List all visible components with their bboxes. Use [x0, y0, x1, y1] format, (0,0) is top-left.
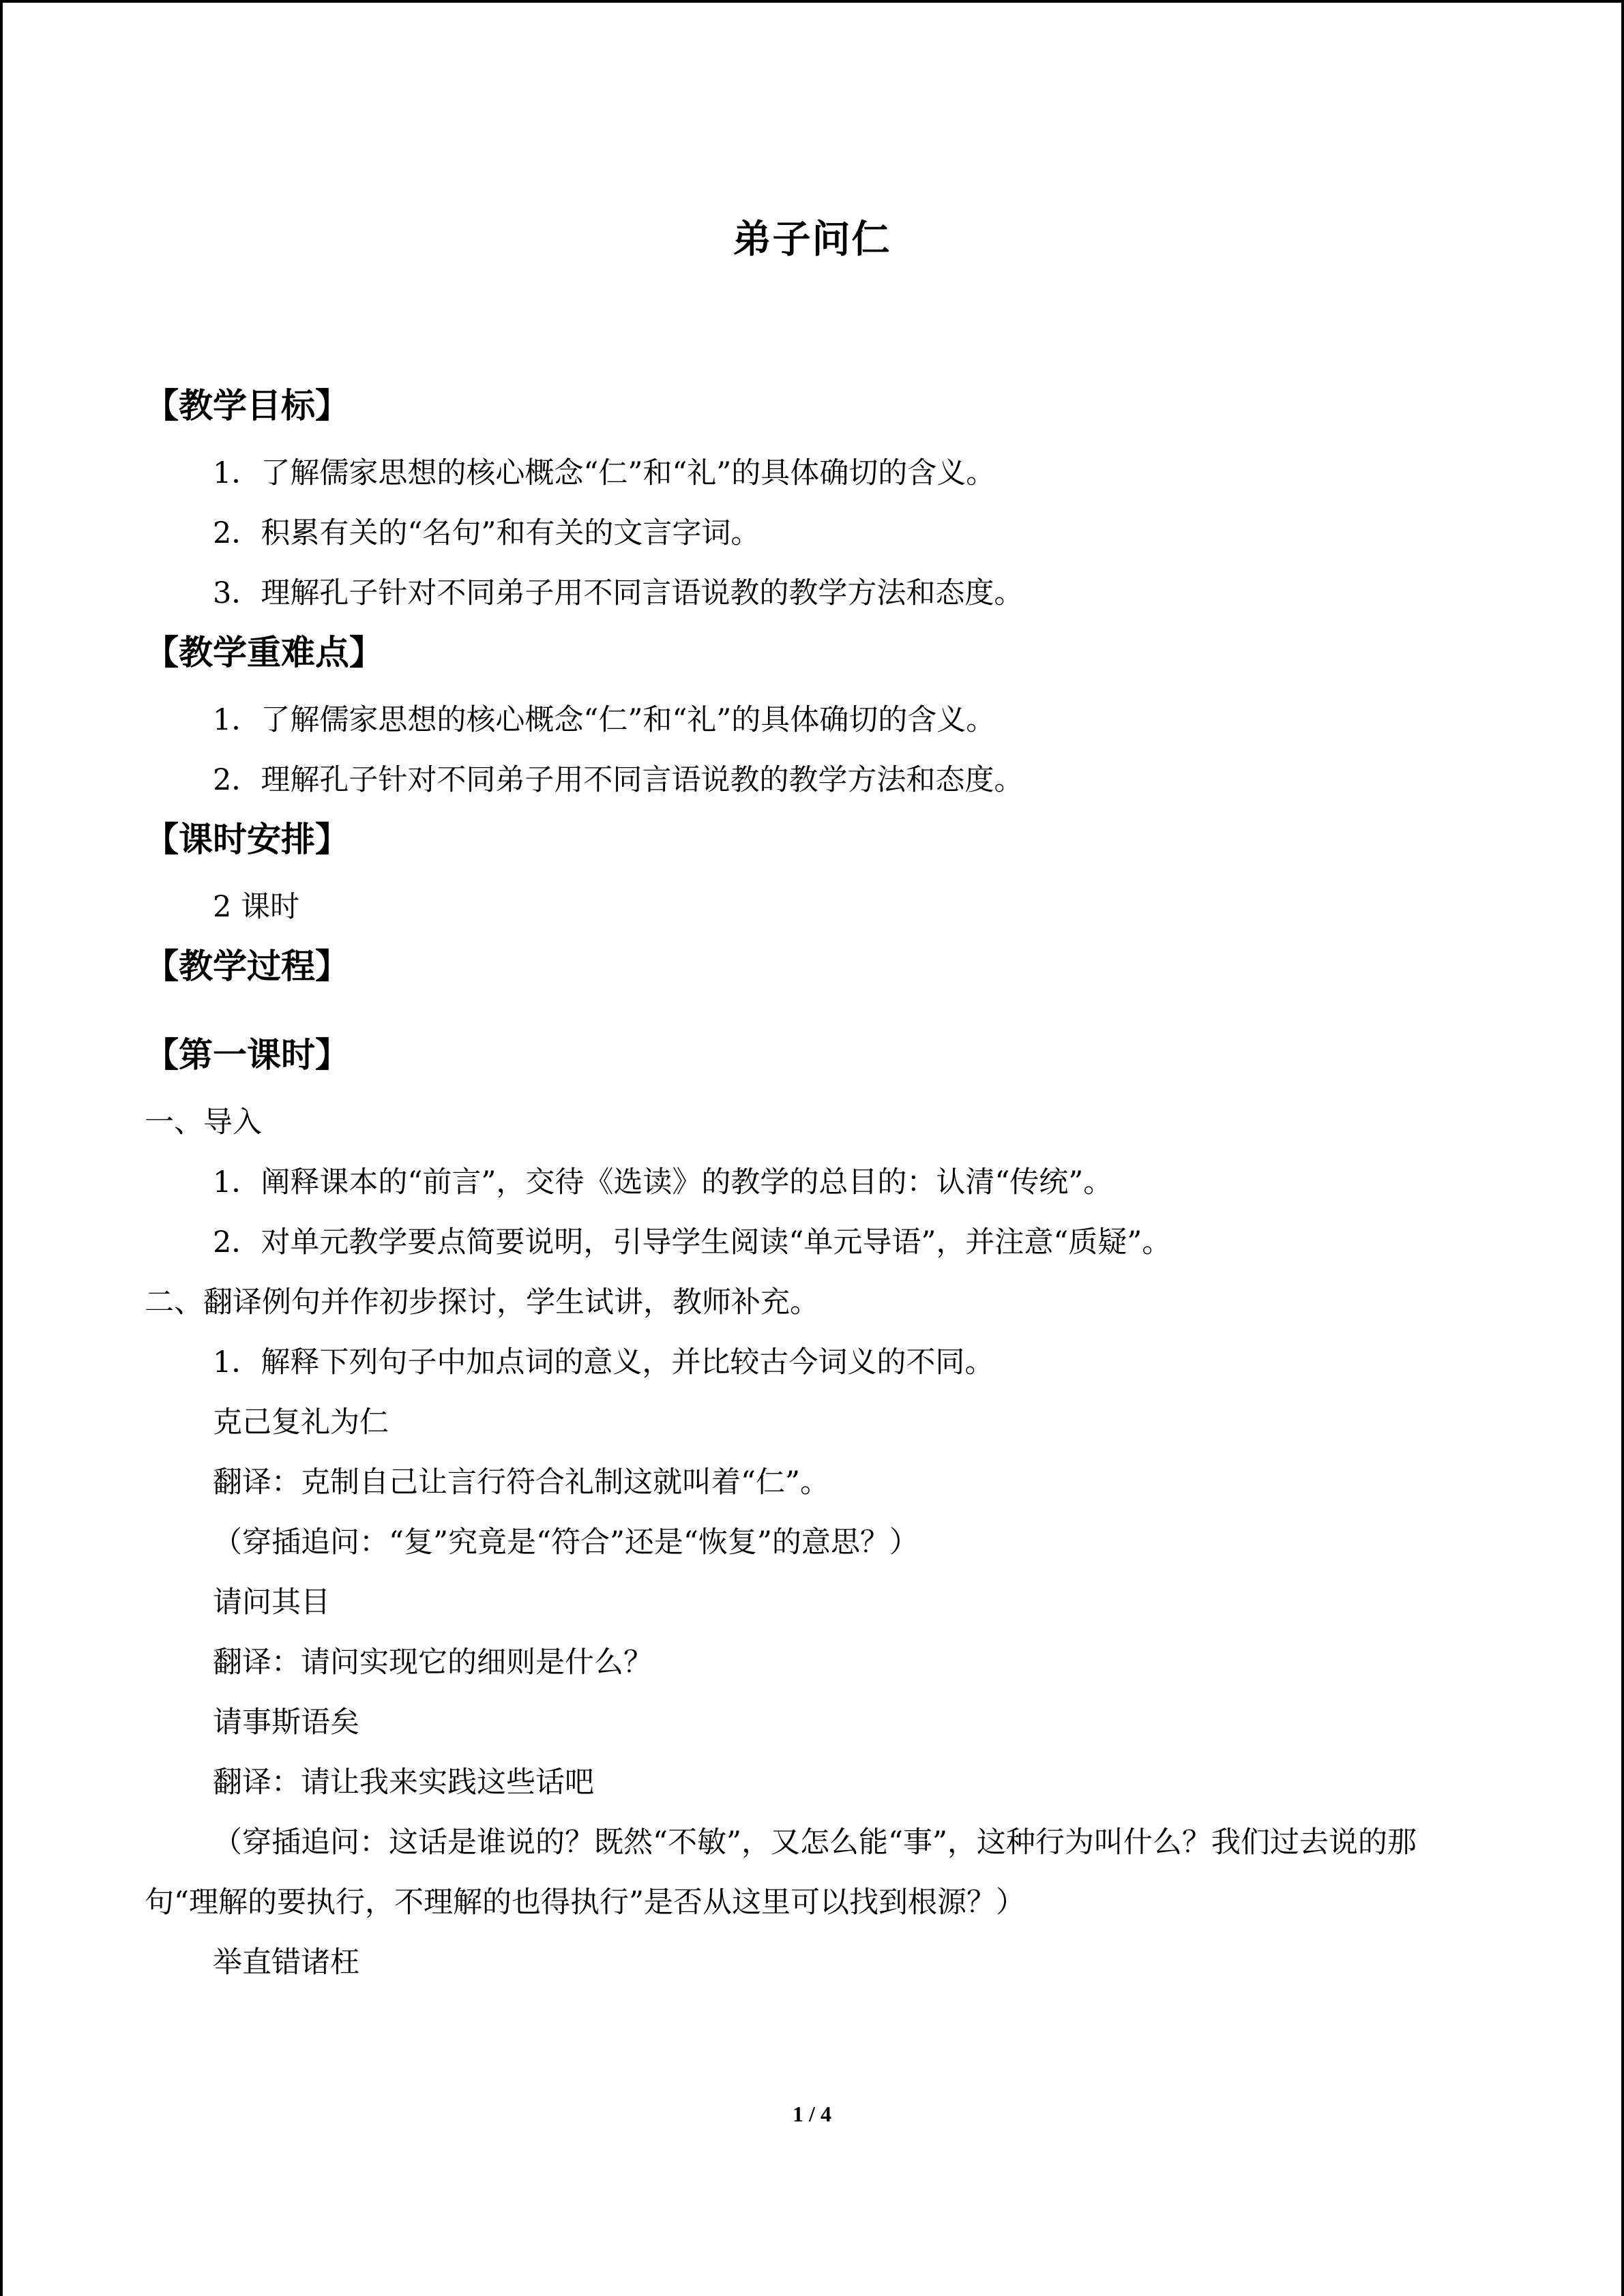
document-title: 弟子问仁 [733, 218, 891, 262]
lesson1-part1-item-1: 1．阐释课本的“前言”，交待《选读》的教学的总目的：认清“传统”。 [213, 1165, 1113, 1199]
lesson1-part2-title: 二、翻译例句并作初步探讨，学生试讲，教师补充。 [145, 1285, 819, 1320]
heading-lesson1: 【第一课时】 [145, 1035, 349, 1075]
lesson1-part2-line-2: 克己复礼为仁 [213, 1405, 389, 1440]
lesson1-part2-line-6: 翻译：请问实现它的细则是什么？ [213, 1645, 653, 1680]
page-border-top [0, 0, 1624, 3]
lesson1-part2-line-7: 请事斯语矣 [213, 1705, 359, 1740]
lesson1-part2-line-3: 翻译：克制自己让言行符合礼制这就叫着“仁”。 [213, 1465, 829, 1500]
lesson1-part1-title: 一、导入 [145, 1105, 262, 1139]
lesson1-part2-line-4: （穿插追问：“复”究竟是“符合”还是“恢复”的意思？） [213, 1525, 919, 1560]
lesson1-part2-line-5: 请问其目 [213, 1585, 330, 1620]
objective-item-3: 3．理解孔子针对不同弟子用不同言语说教的教学方法和态度。 [213, 576, 1024, 610]
page-border-left [0, 0, 3, 2296]
heading-key-points: 【教学重难点】 [145, 633, 383, 672]
page-number: 1 / 4 [793, 2102, 831, 2126]
page-border-right [1621, 0, 1624, 2296]
heading-objectives: 【教学目标】 [145, 386, 349, 426]
document-body [145, 382, 1461, 1993]
key-point-item-1: 1．了解儒家思想的核心概念“仁”和“礼”的具体确切的含义。 [213, 703, 996, 737]
heading-process: 【教学过程】 [145, 946, 349, 986]
objective-item-2: 2．积累有关的“名句”和有关的文言字词。 [213, 516, 761, 550]
objective-item-1: 1．了解儒家思想的核心概念“仁”和“礼”的具体确切的含义。 [213, 456, 996, 490]
heading-schedule: 【课时安排】 [145, 820, 349, 859]
lesson1-part2-long-note: （穿插追问：这话是谁说的？既然“不敏”，又怎么能“事”，这种行为叫什么？我们过去说的那句“理解的要执行，不理解的也得执行”是否从这里可以找到根源？） [145, 1825, 1417, 1920]
lesson1-part2-line-8: 翻译：请让我来实践这些话吧 [213, 1765, 594, 1800]
key-point-item-2: 2．理解孔子针对不同弟子用不同言语说教的教学方法和态度。 [213, 763, 1024, 797]
lesson1-part2-last-line: 举直错诸枉 [213, 1945, 359, 1980]
lesson1-part1-item-2: 2．对单元教学要点简要说明，引导学生阅读“单元导语”，并注意“质疑”。 [213, 1225, 1172, 1259]
lesson1-part2-line-1: 1．解释下列句子中加点词的意义，并比较古今词义的不同。 [213, 1345, 994, 1380]
schedule-text: 2 课时 [213, 890, 300, 924]
